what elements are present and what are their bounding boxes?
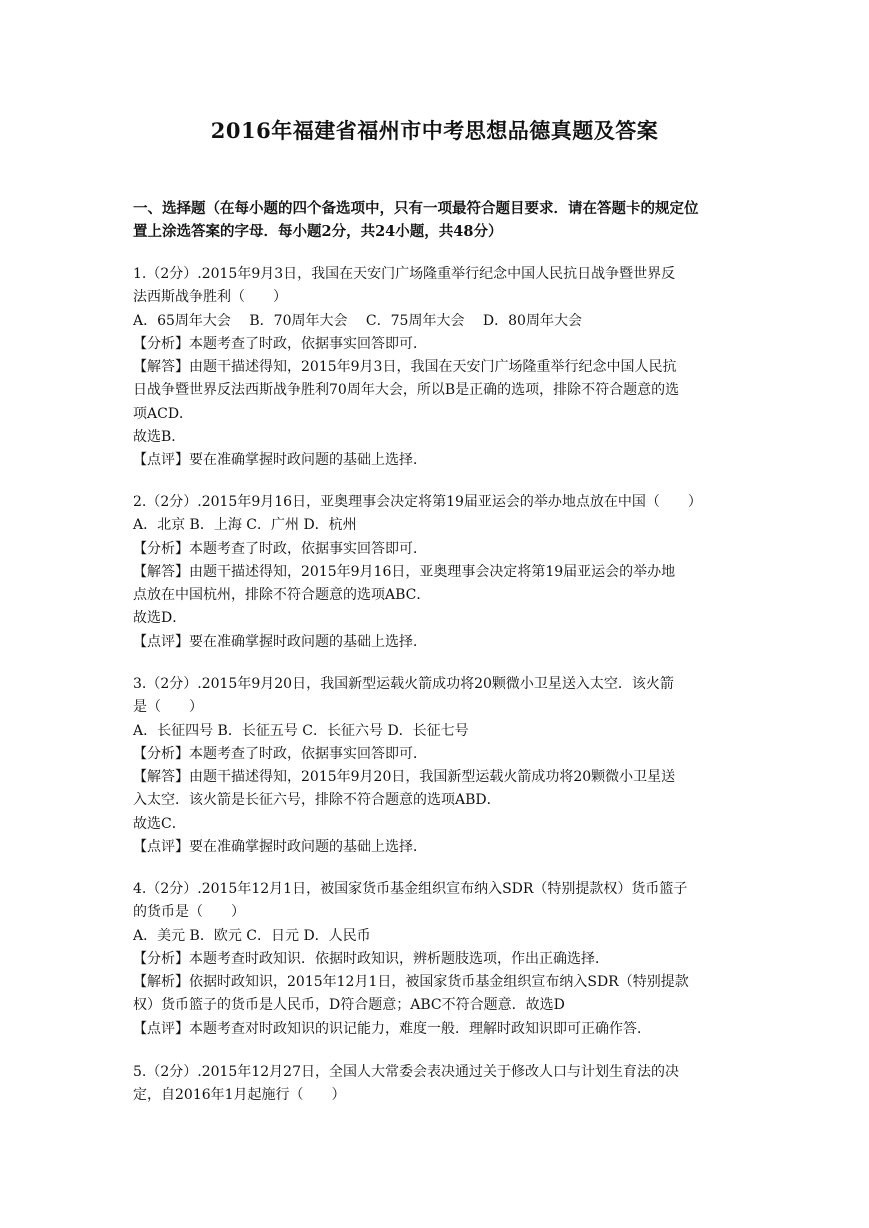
- question-answer: 入太空．该火箭是长征六号，排除不符合题意的选项ABD．: [133, 792, 501, 809]
- question-options: A．长征四号 B．长征五号 C．长征六号 D．长征七号: [133, 722, 469, 739]
- question-stem: 法西斯战争胜利（ ）: [133, 289, 287, 306]
- question-stem: 4.（2分）.2015年12月1日，被国家货币基金组织宣布纳入SDR（特别提款权）货币篮子: [133, 881, 688, 897]
- question-answer: 【解答】由题干描述得知，2015年9月16日，亚奥理事会决定将第19届亚运会的举办地: [133, 563, 676, 580]
- question-choice: 故选D．: [133, 610, 187, 627]
- question-analysis: 【分析】本题考查了时政，依据事实回答即可．: [133, 745, 427, 762]
- question-answer: 【解答】由题干描述得知，2015年9月3日，我国在天安门广场隆重举行纪念中国人民抗: [133, 359, 677, 376]
- question-stem: 的货币是（ ）: [133, 904, 245, 921]
- question-answer: 【解析】依据时政知识，2015年12月1日，被国家货币基金组织宣布纳入SDR（特别提款: [133, 974, 689, 991]
- question-1: [133, 263, 743, 473]
- question-answer: 点放在中国杭州，排除不符合题意的选项ABC．: [133, 587, 431, 604]
- question-answer: 权）货币篮子的货币是人民币，D符合题意；ABC不符合题意．故选D: [133, 997, 565, 1014]
- question-2: [133, 491, 743, 654]
- question-stem: 定，自2016年1月起施行（ ）: [133, 1087, 346, 1104]
- question-3: [133, 673, 743, 859]
- question-answer: 日战争暨世界反法西斯战争胜利70周年大会，所以B是正确的选项，排除不符合题意的选: [133, 382, 680, 399]
- question-answer: 项ACD．: [133, 405, 194, 422]
- section-heading: [133, 197, 743, 243]
- question-5: [133, 1061, 743, 1108]
- question-stem: 3.（2分）.2015年9月20日，我国新型运载火箭成功将20颗微小卫星送入太空．该火箭: [133, 676, 674, 692]
- question-choice: 故选B．: [133, 429, 186, 446]
- question-comment: 【点评】要在准确掌握时政问题的基础上选择．: [133, 633, 427, 650]
- question-analysis: 【分析】本题考查时政知识．依据时政知识，辨析题肢选项，作出正确选择．: [133, 950, 609, 967]
- question-stem: 5.（2分）.2015年12月27日，全国人大常委会表决通过关于修改人口与计划生育法的决: [133, 1064, 679, 1080]
- question-analysis: 【分析】本题考查了时政，依据事实回答即可．: [133, 540, 427, 557]
- question-comment: 【点评】要在准确掌握时政问题的基础上选择．: [133, 452, 427, 469]
- question-4: [133, 878, 743, 1041]
- question-choice: 故选C．: [133, 815, 186, 832]
- section-heading-line-2: 置上涂选答案的字母．每小题2分，共24小题，共48分）: [133, 223, 503, 240]
- question-analysis: 【分析】本题考查了时政，依据事实回答即可．: [133, 335, 427, 352]
- question-stem: 是（ ）: [133, 699, 203, 716]
- question-options: A．65周年大会 B．70周年大会 C．75周年大会 D．80周年大会: [133, 312, 582, 329]
- question-answer: 【解答】由题干描述得知，2015年9月20日，我国新型运载火箭成功将20颗微小卫星送: [133, 769, 676, 786]
- page-title: 2016年福建省福州市中考思想品德真题及答案: [210, 118, 659, 143]
- question-stem: 1.（2分）.2015年9月3日，我国在天安门广场隆重举行纪念中国人民抗日战争暨世界反: [133, 266, 676, 282]
- question-comment: 【点评】要在准确掌握时政问题的基础上选择．: [133, 839, 427, 856]
- question-options: A．美元 B．欧元 C．日元 D．人民币: [133, 927, 371, 944]
- question-stem: 2.（2分）.2015年9月16日，亚奥理事会决定将第19届亚运会的举办地点放在中国（ ）: [133, 494, 702, 510]
- question-comment: 【点评】本题考查对时政知识的识记能力，难度一般．理解时政知识即可正确作答．: [133, 1020, 651, 1037]
- question-options: A．北京 B．上海 C．广州 D．杭州: [133, 517, 357, 534]
- section-heading-line-1: 一、选择题（在每小题的四个备选项中，只有一项最符合题目要求．请在答题卡的规定位: [133, 200, 699, 217]
